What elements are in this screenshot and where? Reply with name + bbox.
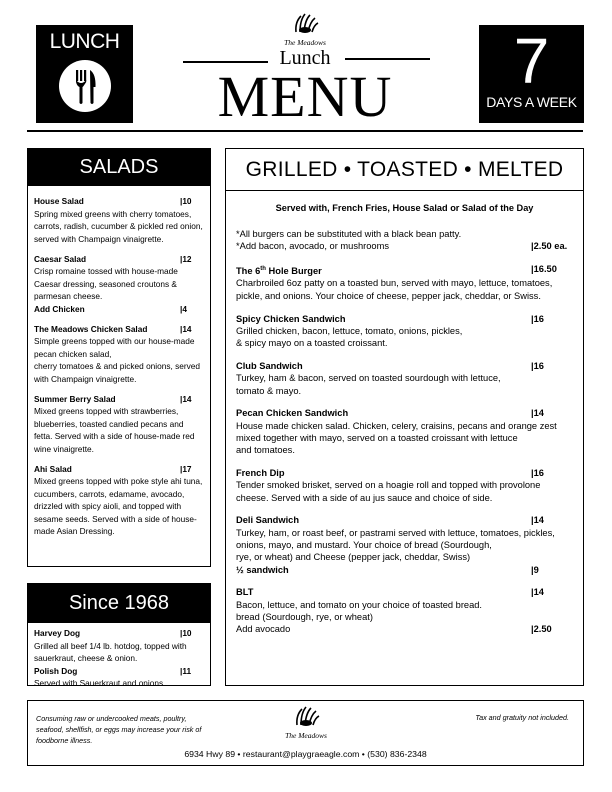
item-desc: Charbroiled 6oz patty on a toasted bun, served with mayo, lettuce, tomatoes, pickle, and onions. Your choice of cheese, pepper jack, cheddar, or Swiss. <box>236 278 553 301</box>
item-name: The Meadows Chicken Salad <box>34 323 148 334</box>
grilled-panel <box>225 148 584 686</box>
since-1968-panel <box>27 583 211 686</box>
salads-panel <box>27 148 211 567</box>
item-name: Spicy Chicken Sandwich <box>236 313 346 324</box>
item-desc: Grilled chicken, bacon, lettuce, tomato, onions, pickles, <box>236 325 463 336</box>
tax-note: Tax and gratuity not included. <box>475 713 569 722</box>
item-desc: & spicy mayo on a toasted croissant. <box>236 338 388 349</box>
item-desc: Mixed greens topped with strawberries, blueberries, toasted candied pecans and fetta. Served with a side of house-made red wine vinaigrette. <box>34 406 195 454</box>
food-warning: Consuming raw or undercooked meats, poultry, seafood, shellfish, or eggs may increase your risk of foodborne illness. <box>36 714 202 745</box>
footer <box>27 700 584 766</box>
item-name: BLT <box>236 587 254 598</box>
served-with-note: Served with, French Fries, House Salad or Salad of the Day <box>275 203 534 213</box>
lunch-badge <box>36 25 133 123</box>
item-price: |17 <box>180 463 192 474</box>
since-heading: Since 1968 <box>28 584 210 623</box>
item-desc: Served with Sauerkraut and onions. <box>34 678 166 688</box>
item-name: The 6th Hole Burger <box>236 266 322 277</box>
item-price: |10 <box>180 628 192 638</box>
addon-name: Add avocado <box>236 624 291 635</box>
contact-info: 6934 Hwy 89 • restaurant@playgraeagle.com • (530) 836-2348 <box>184 749 427 759</box>
burger-note: *All burgers can be substituted with a black bean patty. <box>236 229 462 239</box>
item-name: Harvey Dog <box>34 628 81 638</box>
item-desc: Grilled all beef 1/4 lb. hotdog, topped with sauerkraut, cheese & onion. <box>34 640 187 663</box>
addon-price: |2.50 ea. <box>531 241 568 252</box>
item-desc: Simple greens topped with our house-made pecan chicken salad, <box>34 336 195 359</box>
menu-item <box>236 263 573 277</box>
menu-item <box>28 323 210 386</box>
item-name: ½ sandwich <box>236 564 289 575</box>
item-price: |12 <box>180 253 192 264</box>
logo-text: The Meadows <box>284 38 326 47</box>
item-price: |9 <box>531 564 539 575</box>
salads-heading: SALADS <box>28 149 210 186</box>
item-price: |14 <box>180 323 192 334</box>
days-number: 7 <box>513 25 550 97</box>
menu-item <box>28 393 210 456</box>
item-desc: tomato & mayo. <box>236 385 302 396</box>
item-price: |14 <box>531 587 544 598</box>
item-desc: Spring mixed greens with cherry tomatoes, carrots, radish, cucumber & pickled red onion, served with Champaign vinaigrette. <box>34 208 203 244</box>
item-price: |16.50 <box>531 264 557 275</box>
item-name: Club Sandwich <box>236 360 303 371</box>
item-desc: bread (Sourdough, rye, or wheat) <box>236 612 373 623</box>
item-price: |11 <box>180 665 192 676</box>
item-name: Caesar Salad <box>34 253 87 264</box>
item-price: |4 <box>180 303 187 314</box>
addon-price: |2.50 <box>531 624 552 635</box>
item-name: Add Chicken <box>34 303 85 314</box>
item-desc: Mixed greens topped with poke style ahi tuna, cucumbers, carrots, edamame, avocado, drizzled with spicy aioli, and topped with sesame seeds. Served with a side of house-made Asian Dressing. <box>34 476 203 536</box>
fork-knife-icon <box>59 60 111 112</box>
days-badge <box>479 25 584 123</box>
item-price: |10 <box>180 196 192 206</box>
restaurant-logo <box>278 12 332 47</box>
item-desc: Bacon, lettuce, and tomato on your choice of toasted bread. <box>236 599 483 610</box>
menu-item <box>28 623 210 690</box>
lunch-badge-label: LUNCH <box>49 30 120 53</box>
item-price: |16 <box>531 468 544 479</box>
grilled-heading: GRILLED • TOASTED • MELTED <box>226 149 583 191</box>
item-desc: rye, or wheat) and Cheese (pepper jack, cheddar, Swiss) <box>236 552 471 563</box>
footer-logo <box>280 705 332 740</box>
item-desc: cherry tomatoes & and picked onions, served with Champaign vinaigrette. <box>34 361 201 384</box>
item-price: |16 <box>531 360 544 371</box>
menu-title: MENU <box>217 64 393 129</box>
addon-note: *Add bacon, avocado, or mushrooms <box>236 241 389 252</box>
days-label: DAYS A WEEK <box>486 94 577 110</box>
menu-item <box>28 186 210 245</box>
item-name: Polish Dog <box>34 665 78 676</box>
item-name: Summer Berry Salad <box>34 393 116 404</box>
item-name: Deli Sandwich <box>236 515 300 526</box>
header-divider <box>27 130 583 132</box>
item-desc: House made chicken salad. Chicken, celery, craisins, pecans and orange zest mixed together with mayo, served on a toasted croissant with lettuce <box>236 420 557 443</box>
item-desc: Turkey, ham & bacon, served on toasted sourdough with lettuce, <box>236 373 501 384</box>
headdress-icon <box>291 705 321 727</box>
item-desc: Tender smoked brisket, served on a hoagie roll and topped with provolone cheese. Served with a side of au jus sauce and choice of side. <box>236 480 541 503</box>
menu-item <box>28 253 210 316</box>
item-name: Ahi Salad <box>34 463 72 474</box>
item-price: |14 <box>531 408 544 419</box>
subtitle-rule-right <box>345 58 430 60</box>
item-price: |16 <box>531 313 544 324</box>
item-name: House Salad <box>34 196 84 206</box>
item-desc: Crisp romaine tossed with house-made Caesar dressing, seasoned croutons & parmesan cheese. <box>34 266 178 301</box>
item-name: French Dip <box>236 468 285 479</box>
item-price: |14 <box>531 515 544 526</box>
item-desc: Turkey, ham, or roast beef, or pastrami served with lettuce, tomatoes, pickles, onions, mayo, and mustard. Your choice of bread (Sourdough, <box>236 527 555 551</box>
headdress-icon <box>290 12 320 34</box>
logo-text: The Meadows <box>285 731 327 740</box>
item-name: Pecan Chicken Sandwich <box>236 408 349 419</box>
menu-subtitle: Lunch <box>279 47 331 69</box>
item-desc: and tomatoes. <box>236 445 295 456</box>
item-price: |14 <box>180 393 192 404</box>
menu-item <box>28 463 210 538</box>
